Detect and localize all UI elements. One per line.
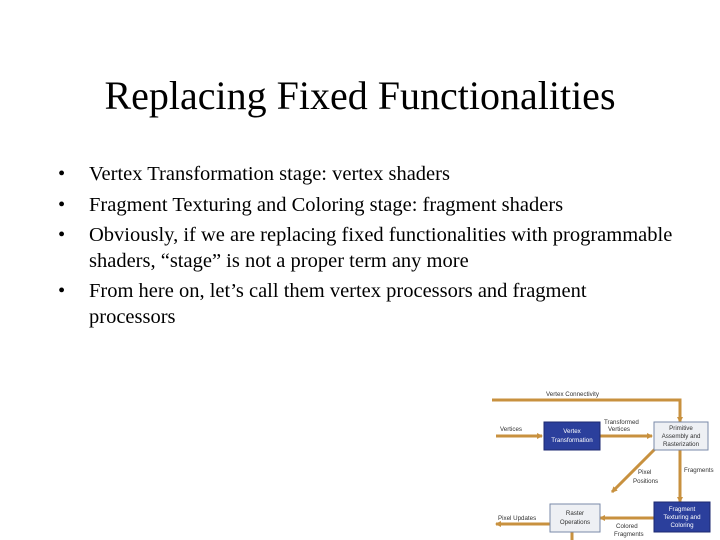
bullet-list [58,162,678,335]
bullet-item [58,193,678,219]
arrow-vertex-connectivity [492,400,680,422]
fragment-texturing-label-3: Coloring [670,522,694,529]
bullet-text: Obviously, if we are replacing fixed functionalities with programmable shaders, “stage” is not a proper term any more [89,224,673,272]
primitive-assembly-box [654,422,708,450]
fragment-texturing-label-1: Fragment [668,506,696,513]
bullet-dot: • [58,193,66,216]
vertices-label: Vertices [500,426,523,433]
transformed-vertices-label-1: Transformed [604,419,639,426]
primitive-assembly-label-1: Primitive [669,425,693,432]
fragment-texturing-box [654,502,710,532]
vertex-transformation-box [544,422,600,450]
slide-title: Replacing Fixed Functionalities [104,73,616,118]
vertex-transformation-label-2: Transformation [551,437,593,444]
pixel-positions-label-2: Positions [633,478,659,485]
bullet-dot: • [58,224,66,246]
bullet-dot: • [58,163,66,185]
raster-operations-label-2: Operations [559,519,591,526]
bullet-item [58,279,678,330]
vertex-connectivity-label: Vertex Connectivity [546,391,599,398]
primitive-assembly-label-2: Assembly and [661,433,701,440]
bullet-item [58,223,678,274]
pipeline-diagram [488,388,720,540]
transformed-vertices-label-2: Vertices [608,426,631,433]
bullet-text: From here on, let’s call them vertex processors and fragment processors [89,280,587,328]
bullet-text: Vertex Transformation stage: vertex shaders [89,163,450,185]
vertex-transformation-label-1: Vertex [563,428,581,435]
bullet-text: Fragment Texturing and Coloring stage: fragment shaders [89,193,564,216]
raster-operations-label-1: Raster [565,510,585,517]
colored-fragments-label-2: Fragments [614,531,644,538]
pixel-updates-label: Pixel Updates [498,515,537,522]
fragments-label: Fragments [684,467,714,474]
pipeline-diagram-svg [488,388,720,540]
pixel-positions-label-1: Pixel [638,469,652,476]
fragment-texturing-label-2: Texturing and [663,514,701,521]
bullet-dot: • [58,280,66,302]
primitive-assembly-label-3: Rasterization [662,441,700,448]
colored-fragments-label-1: Colored [616,523,638,530]
bullet-item [58,162,678,188]
raster-operations-box [550,504,600,532]
